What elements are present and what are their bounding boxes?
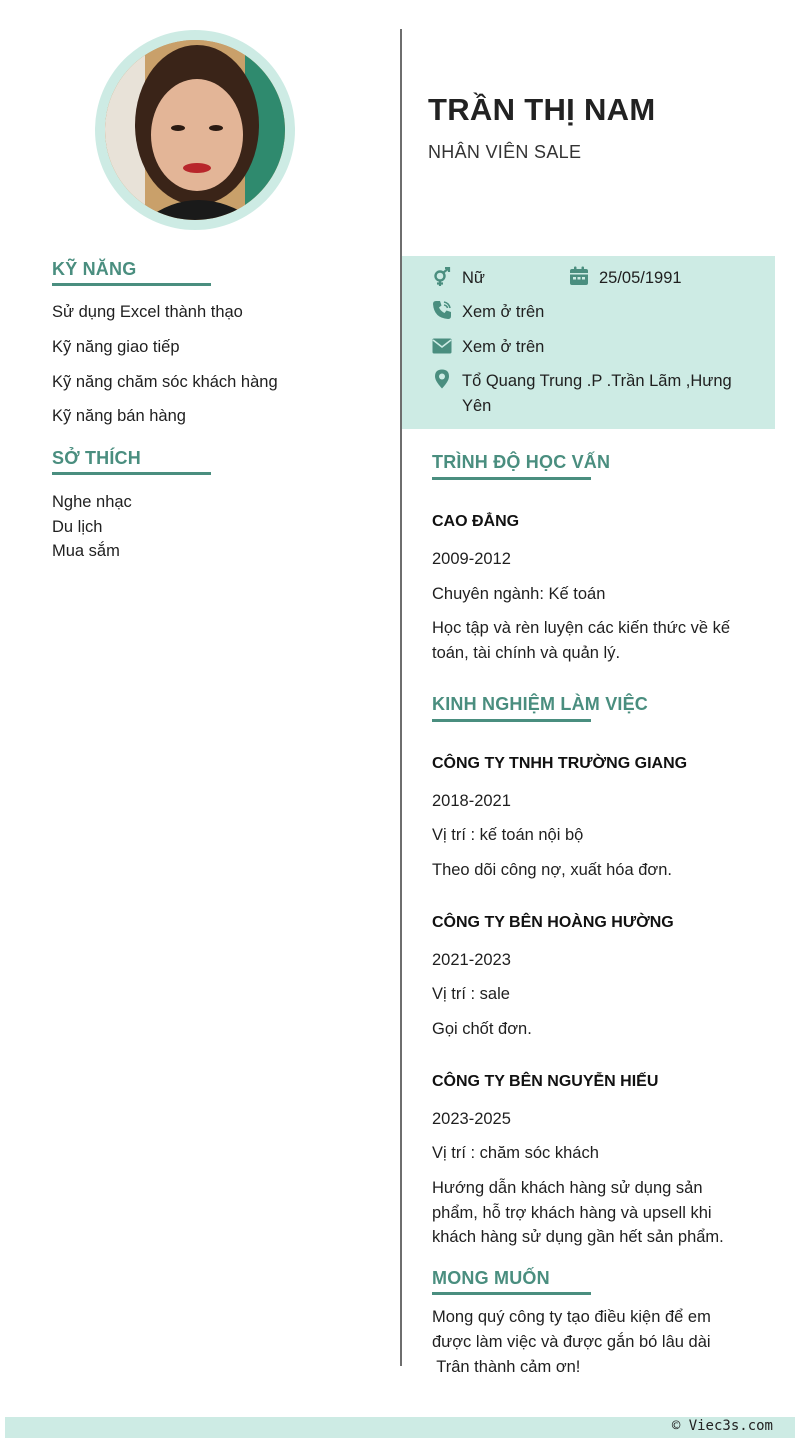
education-desc-line: toán, tài chính và quản lý. [432, 644, 621, 662]
job-company: CÔNG TY BÊN NGUYỄN HIẾU [432, 1073, 659, 1090]
calendar-icon [569, 266, 589, 286]
phone-icon [432, 300, 452, 320]
education-desc-line: Học tập và rèn luyện các kiến thức về kế [432, 619, 731, 637]
job-company: CÔNG TY TNHH TRƯỜNG GIANG [432, 755, 688, 772]
candidate-role: NHÂN VIÊN SALE [428, 142, 582, 162]
profile-photo [105, 40, 285, 220]
education-title: TRÌNH ĐỘ HỌC VẤN [432, 452, 611, 472]
hobby-item: Du lịch [52, 518, 103, 536]
job-desc-line: Gọi chốt đơn. [432, 1020, 532, 1038]
address-line-1: Tổ Quang Trung .P .Trần Lãm ,Hưng [462, 372, 732, 390]
experience-title: KINH NGHIỆM LÀM VIỆC [432, 694, 649, 714]
job-position: Vị trí : kế toán nội bộ [432, 826, 584, 844]
job-period: 2018-2021 [432, 792, 511, 810]
birthday-value: 25/05/1991 [599, 269, 682, 287]
job-desc-line: Hướng dẫn khách hàng sử dụng sản [432, 1179, 703, 1197]
address-line-2: Yên [462, 397, 492, 415]
goals-line: được làm việc và được gắn bó lâu dài [432, 1333, 711, 1351]
goals-underline [432, 1292, 591, 1295]
gender-icon [432, 267, 452, 287]
job-desc-line: phẩm, hỗ trợ khách hàng và upsell khi [432, 1204, 712, 1222]
phone-value: Xem ở trên [462, 303, 545, 321]
skills-title: KỸ NĂNG [52, 259, 137, 279]
education-major: Chuyên ngành: Kế toán [432, 585, 606, 603]
job-desc-line: Theo dõi công nợ, xuất hóa đơn. [432, 861, 672, 879]
education-period: 2009-2012 [432, 550, 511, 568]
footer-copyright[interactable]: © Viec3s.com [671, 1418, 773, 1434]
hobbies-title: SỞ THÍCH [52, 448, 141, 468]
skill-item: Kỹ năng bán hàng [52, 407, 186, 425]
education-underline [432, 477, 591, 480]
hobby-item: Nghe nhạc [52, 493, 132, 511]
job-period: 2021-2023 [432, 951, 511, 969]
hobbies-underline [52, 472, 211, 475]
job-position: Vị trí : sale [432, 985, 510, 1003]
map-pin-icon [432, 369, 452, 389]
skill-item: Kỹ năng chăm sóc khách hàng [52, 373, 278, 391]
hobby-item: Mua sắm [52, 542, 120, 560]
candidate-name: TRẦN THỊ NAM [428, 92, 656, 127]
email-value: Xem ở trên [462, 338, 545, 356]
goals-line: Mong quý công ty tạo điều kiện để em [432, 1308, 711, 1326]
gender-value: Nữ [462, 269, 485, 287]
envelope-icon [432, 336, 452, 356]
job-position: Vị trí : chăm sóc khách [432, 1144, 599, 1162]
job-company: CÔNG TY BÊN HOÀNG HƯỜNG [432, 914, 674, 931]
skill-item: Kỹ năng giao tiếp [52, 338, 180, 356]
job-period: 2023-2025 [432, 1110, 511, 1128]
goals-title: MONG MUỐN [432, 1268, 550, 1288]
education-school: CAO ĐẲNG [432, 513, 520, 530]
job-desc-line: khách hàng sử dụng gần hết sản phẩm. [432, 1228, 724, 1246]
skill-item: Sử dụng Excel thành thạo [52, 303, 243, 321]
footer-bar [5, 1417, 795, 1438]
experience-underline [432, 719, 591, 722]
skills-underline [52, 283, 211, 286]
goals-line: Trân thành cảm ơn! [432, 1358, 581, 1376]
avatar [95, 30, 295, 230]
column-divider [400, 29, 402, 1366]
